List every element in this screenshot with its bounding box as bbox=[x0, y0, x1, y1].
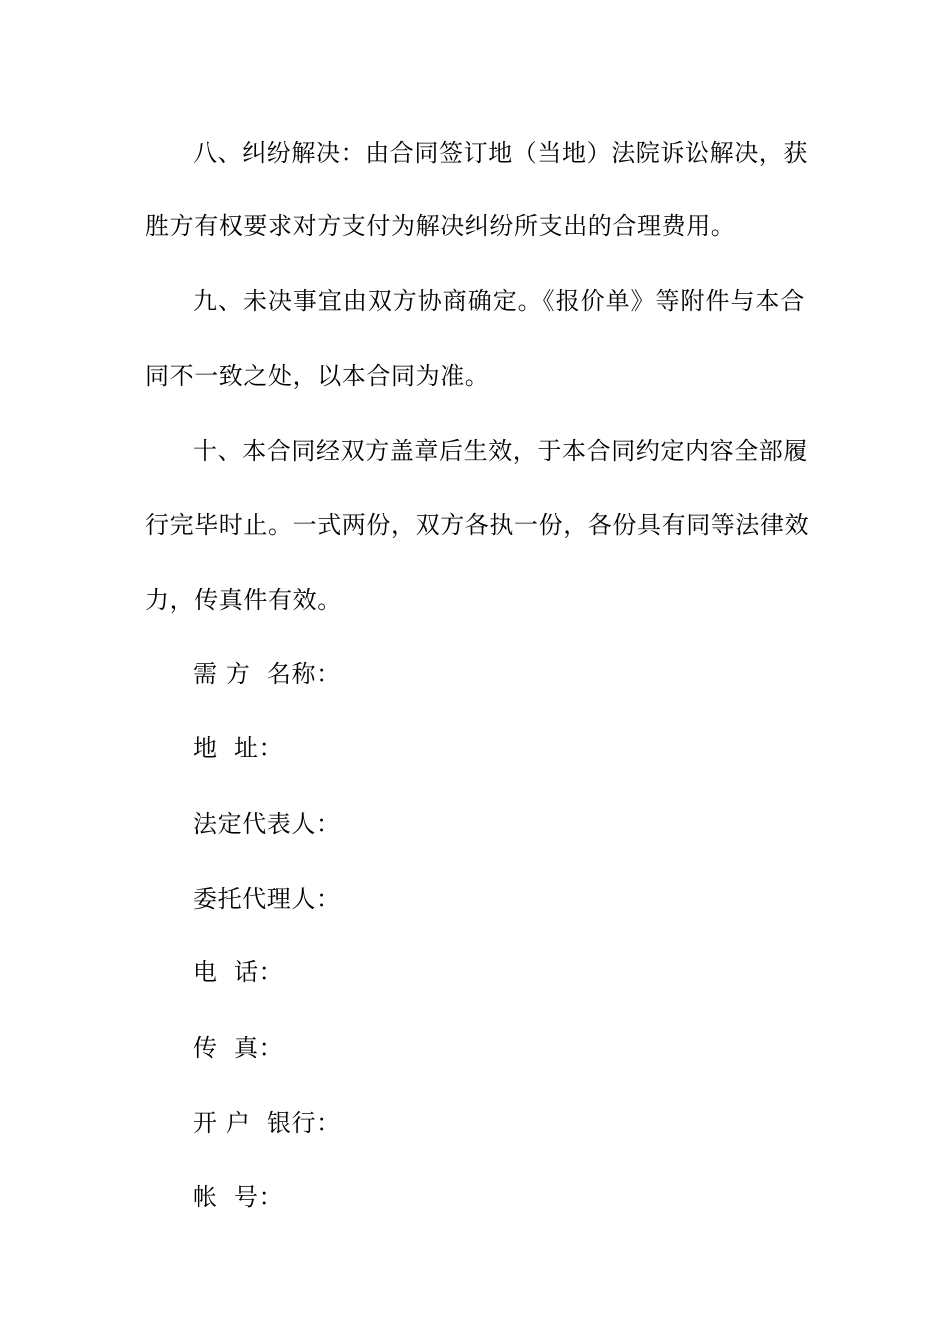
paragraph-8-line-1: 八、纠纷解决：由合同签订地（当地）法院诉讼解决，获 bbox=[193, 139, 808, 167]
paragraph-10-line-2: 行完毕时止。一式两份，双方各执一份，各份具有同等法律效 bbox=[145, 511, 810, 539]
field-bank: 开 户 银行： bbox=[193, 1109, 341, 1137]
field-buyer-name: 需 方 名称： bbox=[193, 660, 341, 688]
field-account-number: 帐 号： bbox=[193, 1183, 284, 1211]
field-fax: 传 真： bbox=[193, 1034, 284, 1062]
paragraph-9-line-2: 同不一致之处，以本合同为准。 bbox=[145, 362, 490, 390]
paragraph-10-line-3: 力，传真件有效。 bbox=[145, 586, 342, 614]
paragraph-10-line-1: 十、本合同经双方盖章后生效，于本合同约定内容全部履 bbox=[193, 437, 808, 465]
paragraph-9-line-1: 九、未决事宜由双方协商确定。《报价单》等附件与本合 bbox=[193, 287, 805, 315]
field-legal-representative: 法定代表人： bbox=[193, 810, 341, 838]
paragraph-8-line-2: 胜方有权要求对方支付为解决纠纷所支出的合理费用。 bbox=[145, 212, 736, 240]
field-authorized-agent: 委托代理人： bbox=[193, 885, 341, 913]
field-phone: 电 话： bbox=[193, 958, 284, 986]
field-address: 地 址： bbox=[193, 734, 284, 762]
